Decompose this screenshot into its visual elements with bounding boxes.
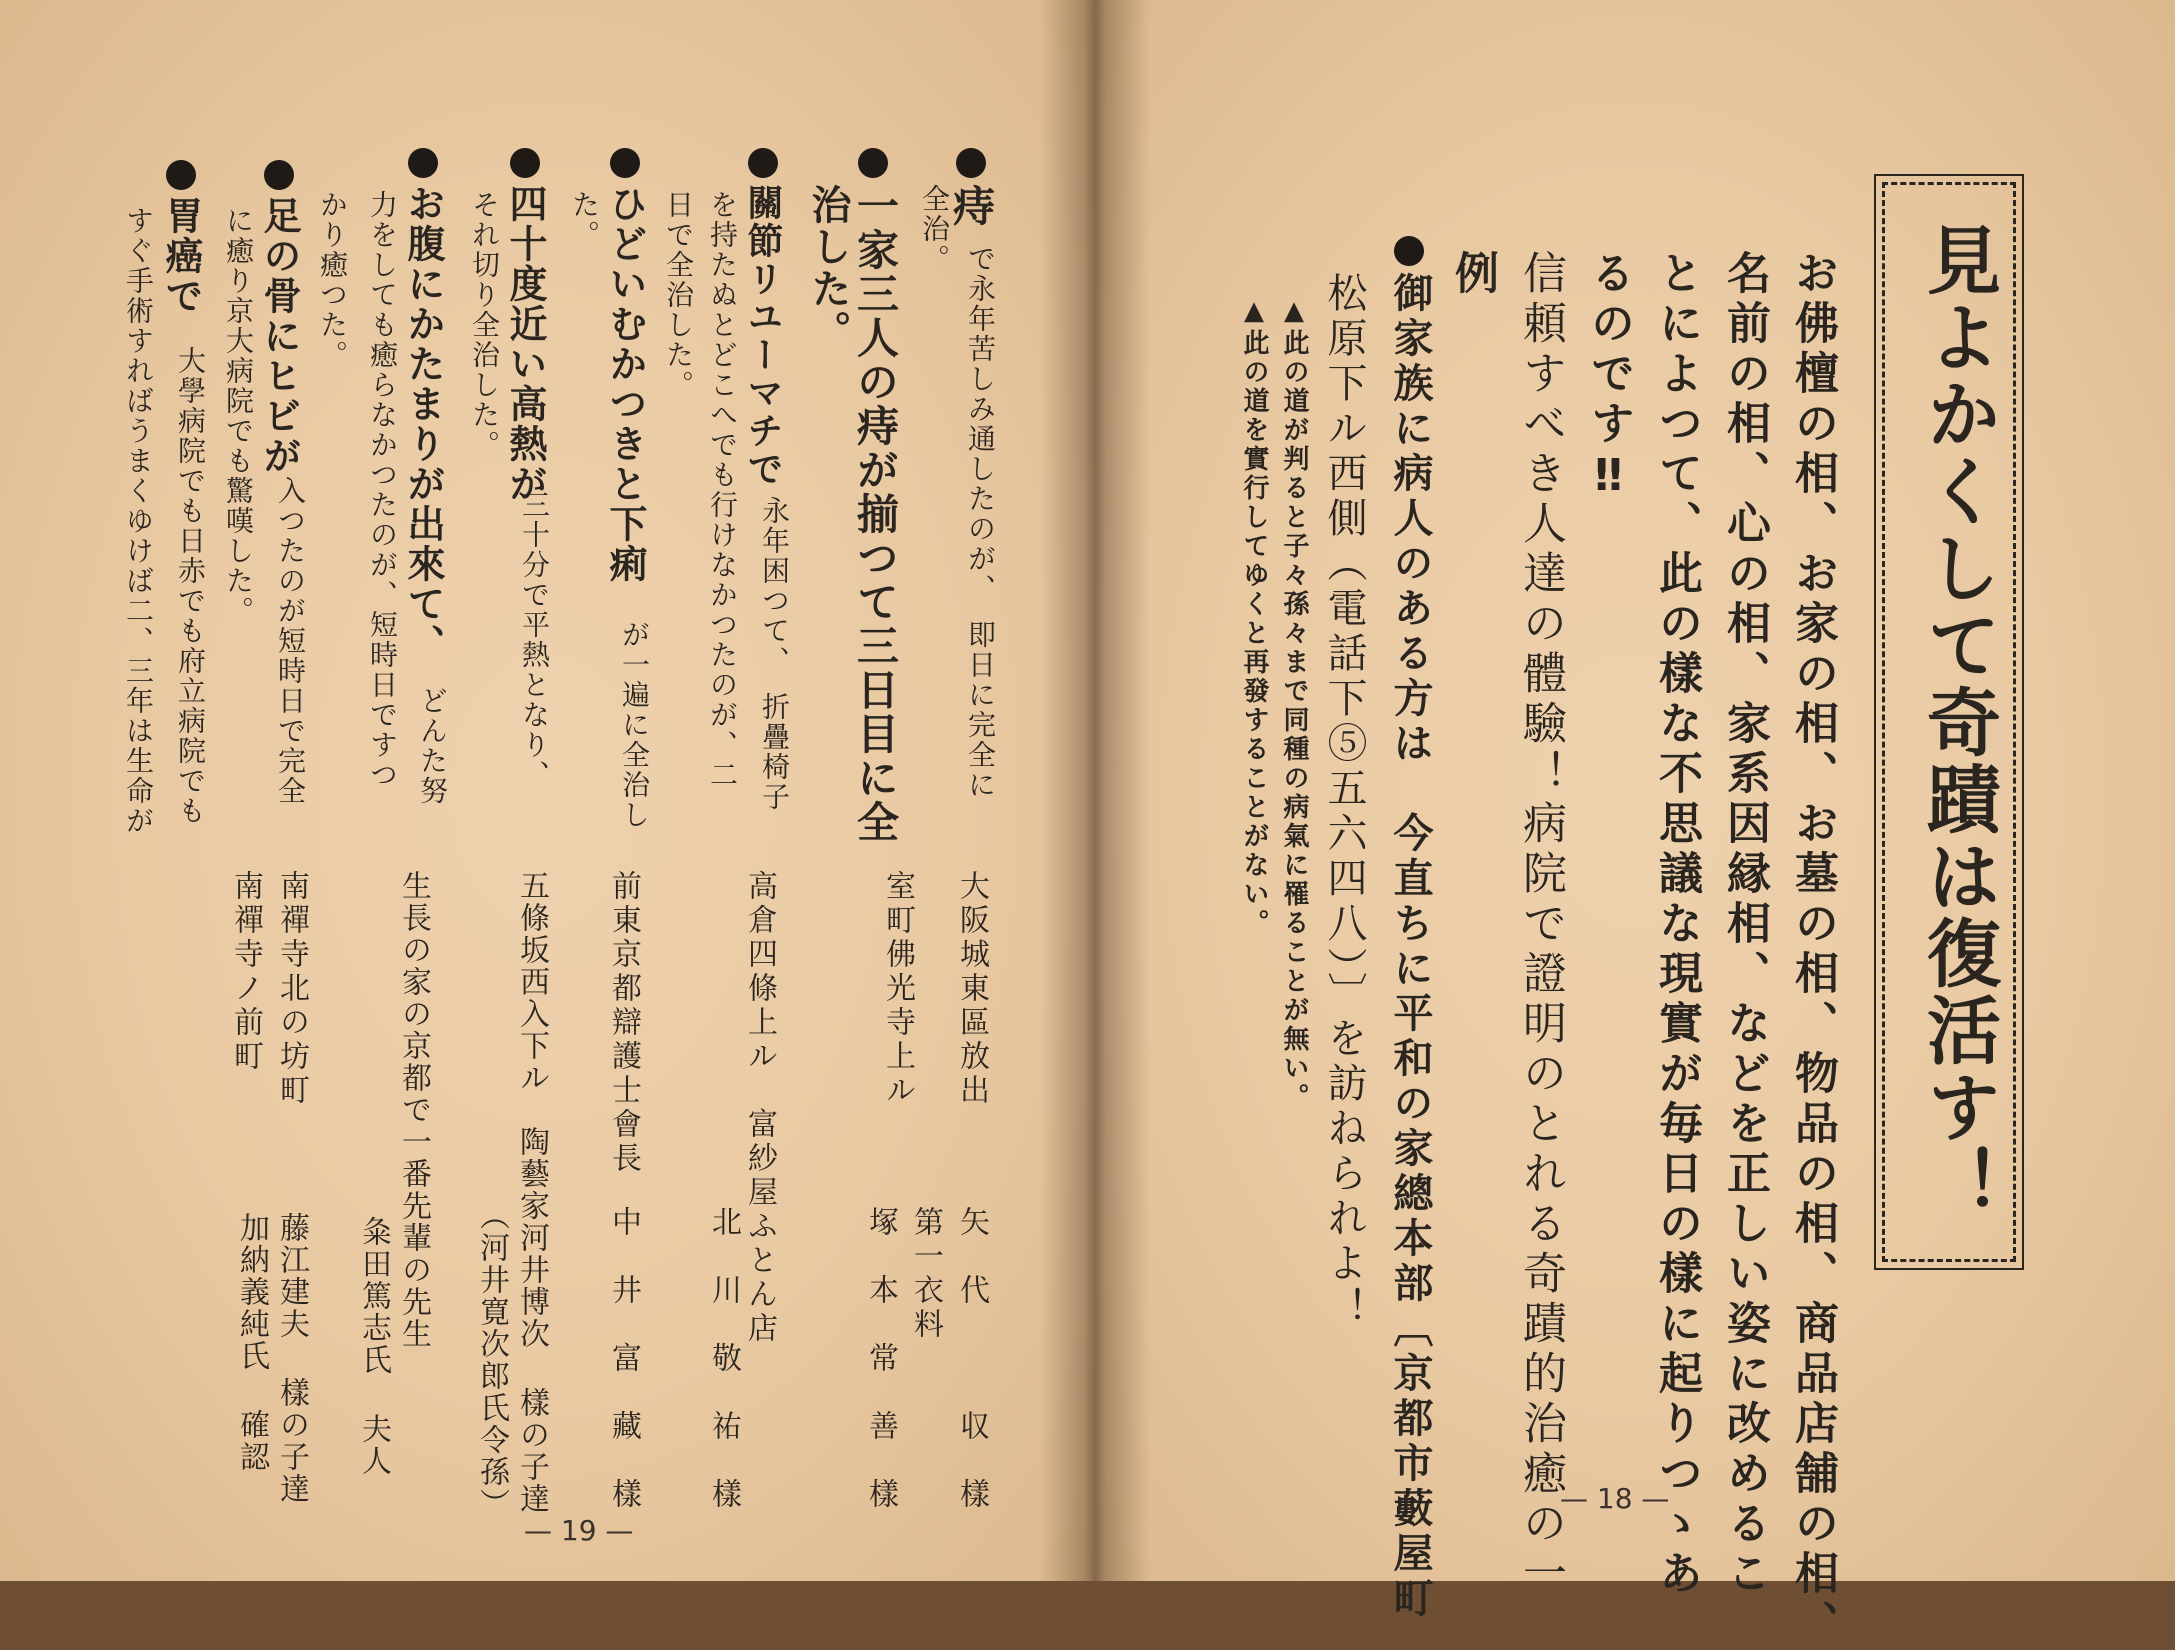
entry-6-name: 粂田篤志氏 夫人 [356,1216,391,1477]
entry-8-text-1: 大學病院でも日赤でも府立病院でも [174,346,207,826]
entry-bullet-icon [956,148,986,178]
entry-3-text-3: 日で全治した。 [662,190,695,400]
intro-line-1: お佛檀の相、お家の相、お墓の相、物品の相、商品店舗の相、 [1787,250,1838,1650]
entry-bullet-icon [408,148,438,178]
entry-8-text-2: すぐ手術すればうまくゆけば二、三年は生命が [122,206,155,836]
entry-2-head: 一家三人の痔が揃つて三日目に全 [851,184,900,844]
entry-1-text-2: 全治。 [918,184,951,274]
entry-2-place: 室町佛光寺上ル [880,870,915,1108]
entry-3-place: 高倉四條上ル 富紗屋ふとん店 [742,870,777,1346]
entry-8-head: 胃癌で [159,196,203,316]
entry-8-place: 南禪寺ノ前町 [228,870,263,1074]
entry-5-name: （河井寛次郎氏令孫） [474,1200,509,1520]
entry-7-text-1: 入つたのが短時日で完全 [274,476,307,806]
entry-2-name: 第一衣料 塚 本 常 善 樣 [863,1206,943,1512]
entry-4-name: 中 井 富 藏 樣 [606,1206,641,1512]
intro-line-4: るのです‼ [1583,250,1634,507]
entry-1-name: 矢 代 収 樣 [954,1206,989,1512]
visit-line-2: 松原下ル西側（電話下⑤五六四八）〕を訪ねられよ！ [1321,272,1367,1332]
entry-4-text-2: た。 [568,190,601,250]
entry-4-head: ひどいむかつきと下痢 [603,184,647,584]
entry-7-head: 足の骨にヒビが [257,196,301,476]
entry-1-text-1: で永年苦しみ通したのが、 即日に完全に [964,244,997,800]
entry-bullet-icon [858,148,888,178]
entry-bullet-icon [610,148,640,178]
entry-bullet-icon [510,148,540,178]
entry-bullet-icon [264,160,294,190]
entry-5-place: 五條坂西入下ル 陶藝家河井博次 樣の子達 [514,870,549,1515]
entry-6-text-2: 力をしても癒らなかつたのが、短時日ですつ [366,190,399,790]
entry-6-head: お腹にかたまりが出來て、 [401,184,445,664]
page-title: 見よかくして奇蹟は復活す！ [1915,222,2001,1223]
entry-1-head: 痔 [947,184,996,228]
intro-line-2: 名前の相、心の相、家系因縁相、などを正しい姿に改めるこ [1719,250,1770,1600]
entry-5-text-1: 三十分で平熱となり、 [518,490,551,790]
entry-bullet-icon [166,160,196,190]
entry-3-head: 關節リユーマチで [742,184,783,488]
entry-5-text-2: それ切り全治した。 [468,190,501,460]
entry-3-name: 北 川 敬 祐 樣 [706,1206,741,1512]
entry-3-text-1: 永年困つて、 折疊椅子 [758,496,791,812]
entry-6-text-1: どんた努 [416,686,449,806]
page-number-19: — 19 — [524,1514,634,1547]
entry-7-place: 南禪寺北の坊町 [274,870,309,1108]
visit-line-1: 御家族に病人のある方は 今直ちに平和の家總本部〔京都市藪屋町 [1387,272,1433,1622]
entry-6-text-3: かり癒つた。 [316,190,349,370]
intro-line-6: 例 [1447,250,1498,300]
note-1: ▲此の道が判ると子々孫々まで同種の病氣に罹ることが無い。 [1279,296,1309,1112]
entry-3-text-2: を持たぬとどこへでも行けなかつたのが、二 [706,190,739,790]
entry-7-name: 藤江建夫 樣の子達 [274,1212,309,1505]
entry-7-text-2: に癒り京大病院でも驚嘆した。 [222,206,255,626]
intro-line-5: 信頼すべき人達の體驗！病院で證明のとれる奇蹟的治癒の一 [1515,250,1566,1600]
note-2: ▲此の道を實行してゆくと再發することがない。 [1239,296,1269,938]
entry-6-place: 生長の家の京都で一番先輩の先生 [396,870,431,1350]
entry-bullet-icon [748,148,778,178]
entry-1-place: 大阪城東區放出 [954,870,989,1108]
entry-4-place: 前東京都辯護士會長 [606,870,641,1176]
page-number-18: — 18 — [1560,1482,1670,1515]
entry-8-name: 加納義純氏 確認 [234,1212,269,1473]
visit-bullet-icon [1394,236,1424,266]
entry-5-head: 四十度近い高熱が [503,184,547,504]
entry-2-text-1: 治した。 [805,184,851,352]
entry-4-text-1: が一遍に全治し [618,620,651,830]
intro-line-3: とによつて、此の樣な不思議な現實が毎日の樣に起りつゝあ [1651,250,1702,1600]
